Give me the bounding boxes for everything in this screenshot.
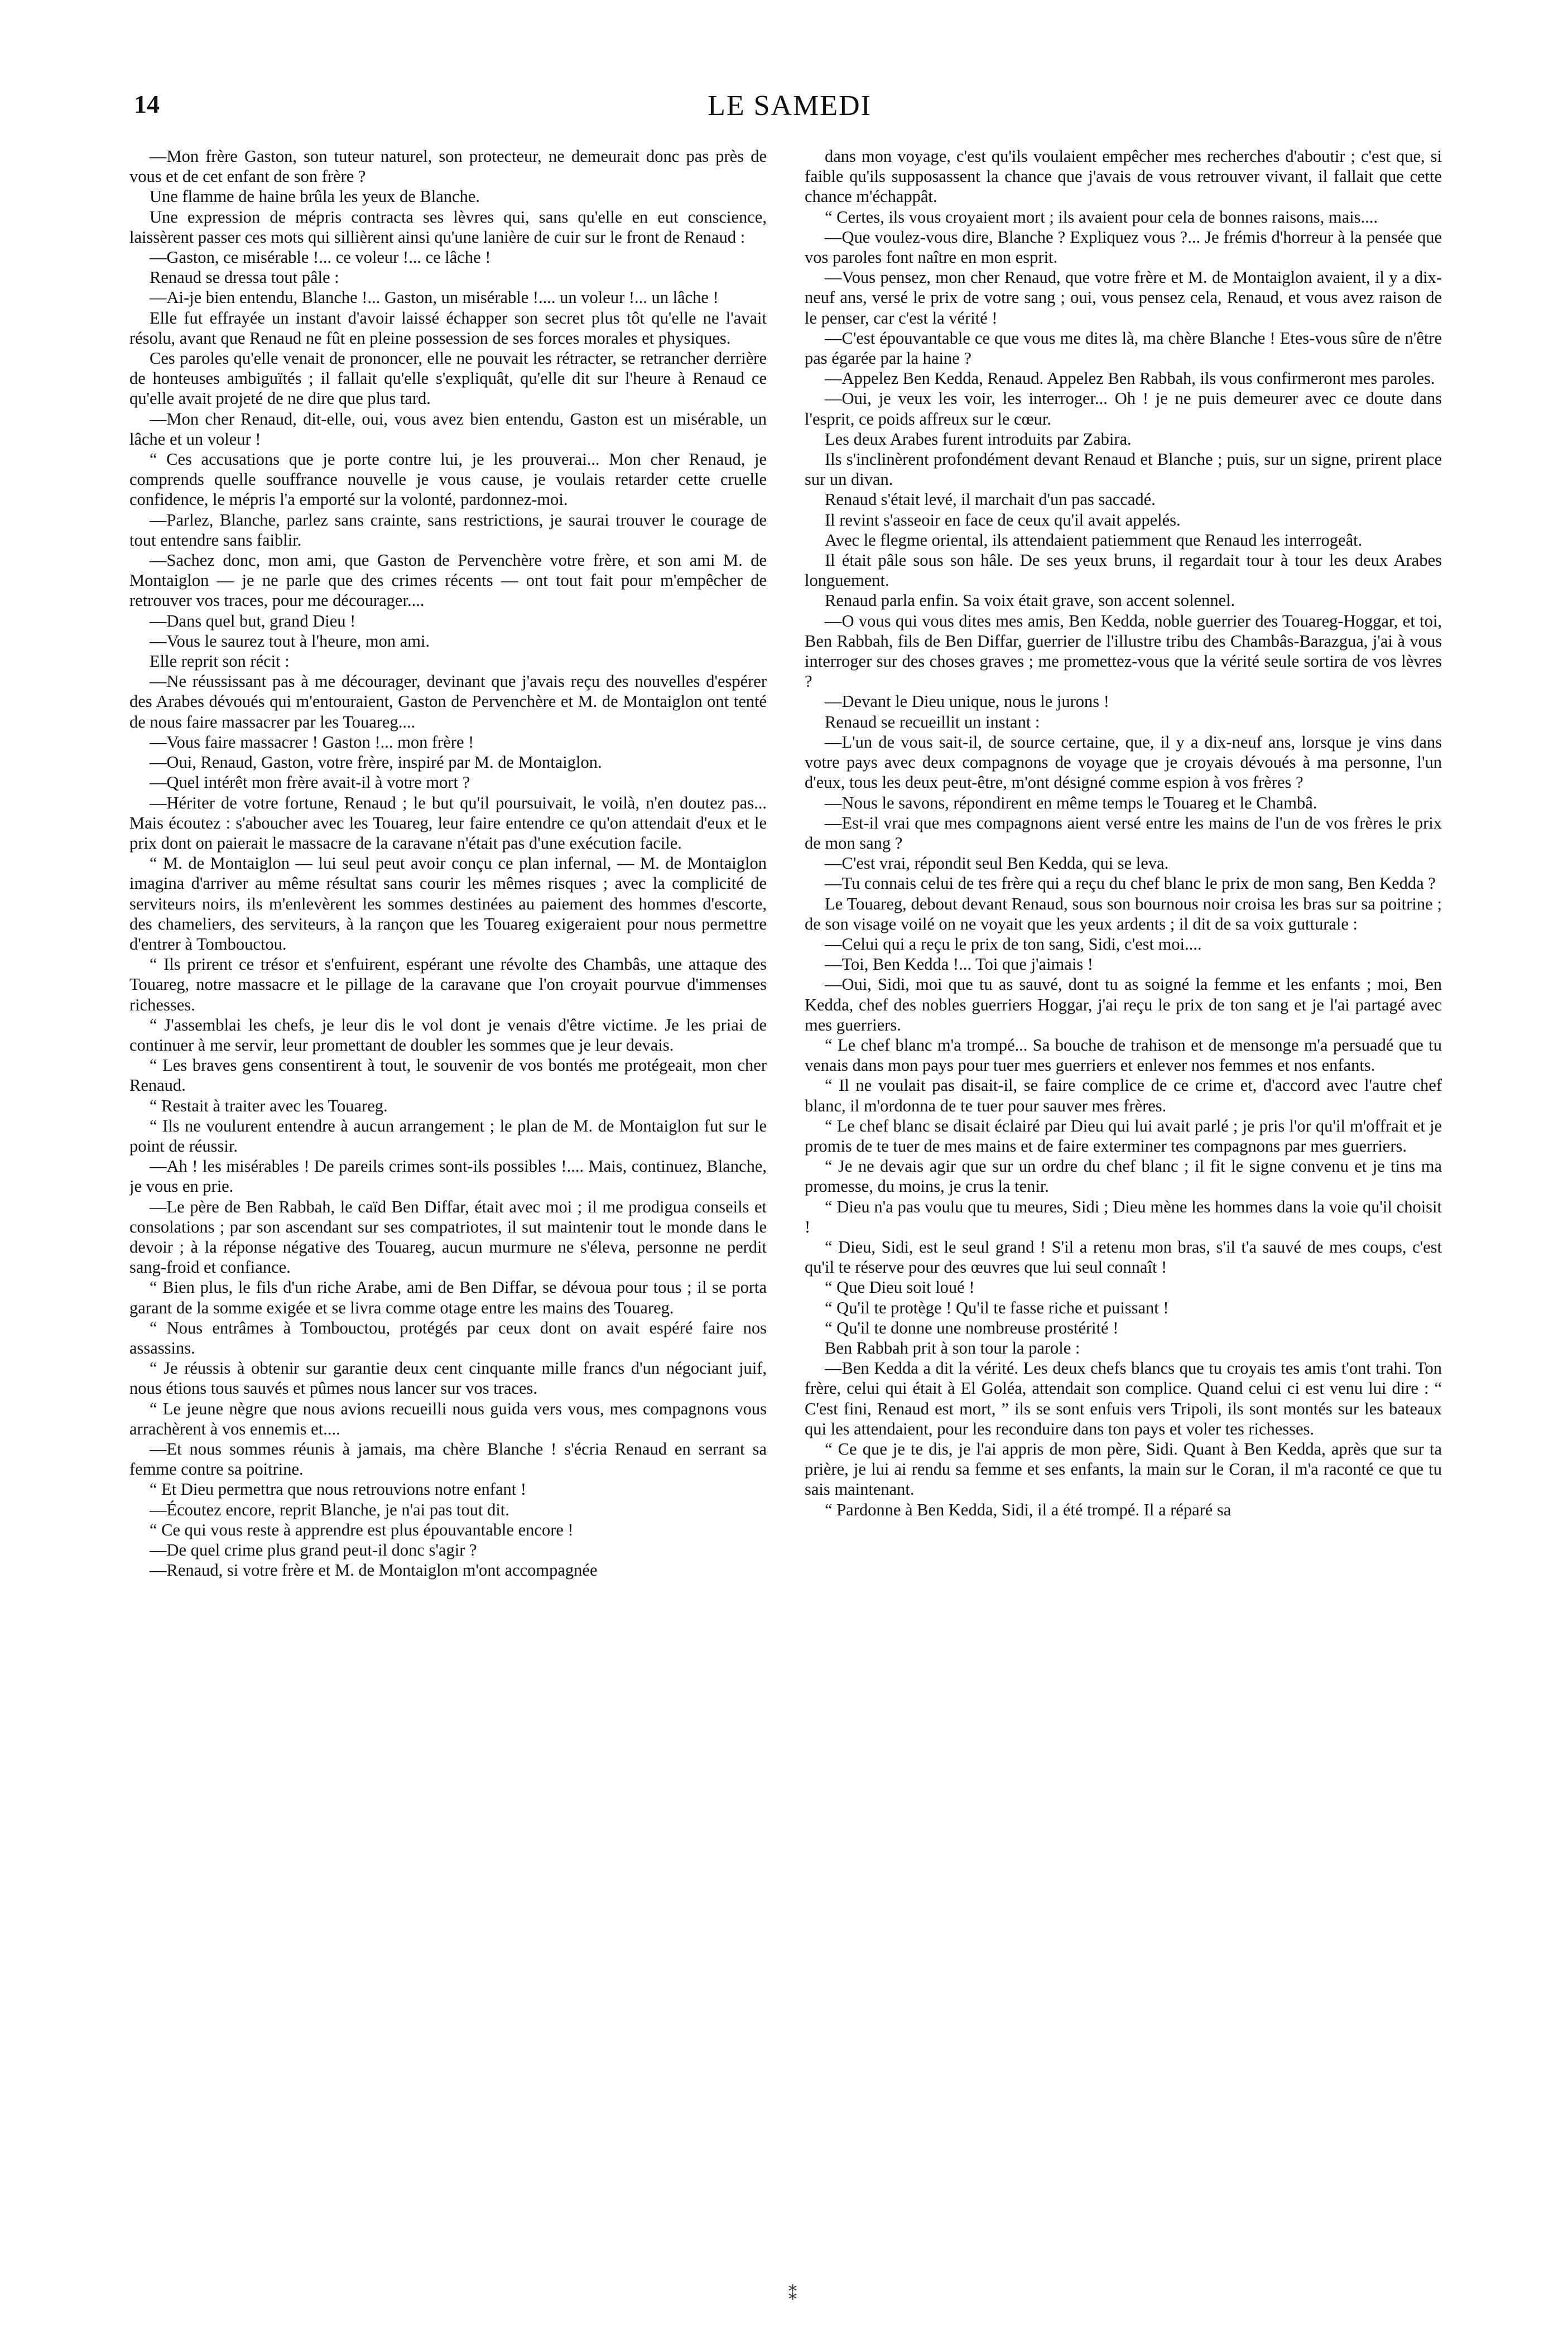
paragraph: —Le père de Ben Rabbah, le caïd Ben Diffar, était avec moi ; il me prodigua conseils et consolations ; par son ascendant sur ses compatriotes, il sut maintenir tout le monde dans le devoir ; à la réponse négative des Touareg, aucun murmure ne s'éleva, personne ne perdit sang-froid et confiance. <box>129 1197 767 1277</box>
paragraph: —C'est épouvantable ce que vous me dites là, ma chère Blanche ! Etes-vous sûre de n'être pas égarée par la haine ? <box>805 328 1442 368</box>
paragraph: —Tu connais celui de tes frère qui a reçu du chef blanc le prix de mon sang, Ben Kedda ? <box>825 874 1436 893</box>
paragraph: —Écoutez encore, reprit Blanche, je n'ai pas tout dit. <box>150 1500 509 1519</box>
paragraph: “ Les braves gens consentirent à tout, le souvenir de vos bontés me protégeait, mon cher Renaud. <box>129 1056 767 1095</box>
paragraph: —Et nous sommes réunis à jamais, ma chère Blanche ! s'écria Renaud en serrant sa femme contre sa poitrine. <box>129 1440 767 1479</box>
paragraph: “ Qu'il te protège ! Qu'il te fasse riche et puissant ! <box>825 1298 1169 1317</box>
running-title: LE SAMEDI <box>708 90 872 122</box>
paragraph: dans mon voyage, c'est qu'ils voulaient empêcher mes recherches d'aboutir ; c'est que, si faible qu'ils supposassent la chance que j'avais de vous retrouver vivant, il fallait que cette chance m'échappât. <box>805 147 1442 206</box>
paragraph: “ M. de Montaiglon — lui seul peut avoir conçu ce plan infernal, — M. de Montaiglon imagina d'arriver au même résultat sans courir les mêmes risques ; avec la complicité de serviteurs noirs, ils m'enlevèrent les sommes destinées au paiement des hommes d'escorte, des chameliers, des serviteurs, à la rançon que les Touareg exigeraient pour nous permettre d'entrer à Tombouctou. <box>129 854 767 954</box>
paragraph: “ J'assemblai les chefs, je leur dis le vol dont je venais d'être victime. Je les priai de continuer à me servir, leur promettant de doubler les sommes que je leur devais. <box>129 1015 767 1055</box>
paragraph: “ Le jeune nègre que nous avions recueilli nous guida vers vous, mes compagnons vous arrachèrent à vos ennemis et.... <box>129 1399 767 1438</box>
paragraph: —Ne réussissant pas à me décourager, devinant que j'avais reçu des nouvelles d'espérer des Arabes dévoués qui m'entouraient, Gaston de Pervenchère et M. de Montaiglon ont tenté de nous faire massacrer par les Touareg.... <box>129 672 767 731</box>
paragraph: Ben Rabbah prit à son tour la parole : <box>825 1338 1080 1357</box>
paragraph: —Est-il vrai que mes compagnons aient versé entre les mains de l'un de vos frères le prix de mon sang ? <box>805 813 1442 853</box>
paragraph: —Devant le Dieu unique, nous le jurons ! <box>825 692 1109 711</box>
paragraph: Il était pâle sous son hâle. De ses yeux bruns, il regardait tour à tour les deux Arabes longuement. <box>805 551 1442 590</box>
paragraph: “ Qu'il te donne une nombreuse prostérité ! <box>825 1318 1119 1337</box>
paragraph: —Vous pensez, mon cher Renaud, que votre frère et M. de Montaiglon avaient, il y a dix-neuf ans, versé le prix de votre sang ; oui, vous pensez cela, Renaud, et vous avez raison de le penser, car c'est la vérité ! <box>805 268 1442 328</box>
paragraph: Ces paroles qu'elle venait de prononcer, elle ne pouvait les rétracter, se retrancher derrière de honteuses ambiguïtés ; il fallait qu'elle s'expliquât, qu'elle dit sur l'heure à Renaud ce qu'elle avait projeté de ne dire que plus tard. <box>129 349 767 408</box>
paragraph: Avec le flegme oriental, ils attendaient patiemment que Renaud les interrogeât. <box>825 530 1363 550</box>
paragraph: —L'un de vous sait-il, de source certaine, que, il y a dix-neuf ans, lorsque je vins dans votre pays avec deux compagnons de voyage que je croyais dévoués à ma personne, l'un d'eux, tous les deux peut-être, m'ont désigné comme espion à vos frères ? <box>805 732 1442 792</box>
paragraph: “ Bien plus, le fils d'un riche Arabe, ami de Ben Diffar, se dévoua pour tous ; il se porta garant de la somme exigée et se livra comme otage entre les mains des Touareg. <box>129 1278 767 1317</box>
paragraph: “ Que Dieu soit loué ! <box>825 1278 975 1297</box>
paragraph: “ Je réussis à obtenir sur garantie deux cent cinquante mille francs d'un négociant juif, nous étions tous sauvés et pûmes nous lancer sur vos traces. <box>129 1359 767 1398</box>
paragraph: —Renaud, si votre frère et M. de Montaiglon m'ont accompagnée <box>150 1561 598 1580</box>
page-header <box>134 89 1445 134</box>
paragraph: —Celui qui a reçu le prix de ton sang, Sidi, c'est moi.... <box>825 934 1202 954</box>
paragraph: —Ah ! les misérables ! De pareils crimes sont-ils possibles !.... Mais, continuez, Blanche, je vous en prie. <box>129 1157 767 1196</box>
paragraph: Le Touareg, debout devant Renaud, sous son bournous noir croisa les bras sur sa poitrine ; de son visage voilé on ne voyait que les yeux ardents ; il dit de sa voix gutturale : <box>805 894 1442 933</box>
paragraph: —Sachez donc, mon ami, que Gaston de Pervenchère votre frère, et son ami M. de Montaiglon — je ne parle que des crimes récents — ont tout fait pour m'empêcher de retrouver vos traces, pour me décourager.... <box>129 551 767 610</box>
paragraph: —O vous qui vous dites mes amis, Ben Kedda, noble guerrier des Touareg-Hoggar, et toi, Ben Rabbah, fils de Ben Diffar, guerrier de l'illustre tribu des Chambâs-Barazgua, j'ai à vous interroger sur des choses graves ; me promettez-vous que la vérité seule sortira de vos lèvres ? <box>805 611 1442 691</box>
paragraph: “ Ce qui vous reste à apprendre est plus épouvantable encore ! <box>150 1520 574 1539</box>
paragraph: —De quel crime plus grand peut-il donc s'agir ? <box>150 1541 477 1560</box>
paragraph: Elle reprit son récit : <box>150 652 290 671</box>
paragraph: —Mon cher Renaud, dit-elle, oui, vous avez bien entendu, Gaston est un misérable, un lâche et un voleur ! <box>129 409 767 449</box>
paragraph: Une expression de mépris contracta ses lèvres qui, sans qu'elle en eut conscience, laissèrent passer ces mots qui sillièrent ainsi qu'une lanière de cuir sur le front de Renaud : <box>129 207 767 247</box>
paragraph: —Mon frère Gaston, son tuteur naturel, son protecteur, ne demeurait donc pas près de vous et de cet enfant de son frère ? <box>129 147 767 186</box>
paragraph: “ Restait à traiter avec les Touareg. <box>150 1096 388 1115</box>
paragraph: Renaud parla enfin. Sa voix était grave, son accent solennel. <box>825 591 1235 610</box>
paragraph: —Dans quel but, grand Dieu ! <box>150 611 356 630</box>
paragraph: “ Pardonne à Ben Kedda, Sidi, il a été trompé. Il a réparé sa <box>825 1500 1232 1519</box>
paragraph: “ Ce que je te dis, je l'ai appris de mon père, Sidi. Quant à Ben Kedda, après que sur ta prière, je lui ai rendu sa femme et ses enfants, la main sur le Coran, il m'a raconté ce que tu sais maintenant. <box>805 1440 1442 1499</box>
paragraph: “ Je ne devais agir que sur un ordre du chef blanc ; il fit le signe convenu et je tins ma promesse, du moins, je crus la tenir. <box>805 1157 1442 1196</box>
paragraph: “ Le chef blanc se disait éclairé par Dieu qui lui avait parlé ; je pris l'or qu'il m'offrait et je promis de te tuer de mes mains et de faire exterminer tes compagnons par mes guerriers. <box>805 1116 1442 1156</box>
paragraph: “ Dieu n'a pas voulu que tu meures, Sidi ; Dieu mène les hommes dans la voie qu'il choisit ! <box>805 1197 1442 1236</box>
paragraph: “ Et Dieu permettra que nous retrouvions notre enfant ! <box>150 1480 527 1499</box>
text-column-right <box>805 146 1442 2311</box>
paragraph: Ils s'inclinèrent profondément devant Renaud et Blanche ; puis, sur un signe, prirent place sur un divan. <box>805 450 1442 489</box>
paragraph: “ Dieu, Sidi, est le seul grand ! S'il a retenu mon bras, s'il t'a sauvé de mes coups, c'est qu'il te réserve pour des œuvres que lui seul connaît ! <box>805 1237 1442 1277</box>
paragraph: —Gaston, ce misérable !... ce voleur !... ce lâche ! <box>150 248 491 267</box>
paragraph: Renaud s'était levé, il marchait d'un pas saccadé. <box>825 490 1156 509</box>
paragraph: “ Il ne voulait pas disait-il, se faire complice de ce crime et, d'accord avec l'autre chef blanc, il m'ordonna de te tuer pour sauver mes frères. <box>805 1076 1442 1115</box>
paragraph: “ Ils prirent ce trésor et s'enfuirent, espérant une révolte des Chambâs, une attaque des Touareg, notre massacre et le pillage de la caravane que l'on croyait pourvue d'immenses richesses. <box>129 955 767 1014</box>
paragraph: —Quel intérêt mon frère avait-il à votre mort ? <box>150 773 470 792</box>
paragraph: Renaud se dressa tout pâle : <box>150 268 339 287</box>
paragraph: Les deux Arabes furent introduits par Zabira. <box>825 429 1132 449</box>
paragraph: —Appelez Ben Kedda, Renaud. Appelez Ben Rabbah, ils vous confirmeront mes paroles. <box>825 369 1435 388</box>
paragraph: Elle fut effrayée un instant d'avoir laissé échapper son secret plus tôt qu'elle ne l'avait résolu, avant que Renaud ne fût en pleine possession de ses forces morales et physiques. <box>129 308 767 348</box>
paragraph: “ Certes, ils vous croyaient mort ; ils avaient pour cela de bonnes raisons, mais.... <box>825 207 1378 227</box>
paragraph: “ Nous entrâmes à Tombouctou, protégés par ceux dont on avait espéré faire nos assassins. <box>129 1318 767 1357</box>
paragraph: “ Ces accusations que je porte contre lui, je les prouverai... Mon cher Renaud, je comprends quelle souffrance nouvelle je vous cause, je voulais retarder cette cruelle confidence, le mépris l'a emporté sur la volonté, pardonnez-moi. <box>129 450 767 509</box>
paragraph: —Oui, Renaud, Gaston, votre frère, inspiré par M. de Montaiglon. <box>150 753 602 772</box>
paragraph: Il revint s'asseoir en face de ceux qu'il avait appelés. <box>825 510 1181 529</box>
paragraph: —Ben Kedda a dit la vérité. Les deux chefs blancs que tu croyais tes amis t'ont trahi. Ton frère, celui qui était à El Goléa, attendait son complice. Quand celui ci est venu lui dire : “ C'est fini, Renaud est mort, ” ils se sont enfuis vers Tripoli, ils sont montés sur les bateaux qui les attendaient, pour les reconduire dans ton pays et voler tes richesses. <box>805 1359 1442 1438</box>
paragraph: —Ai-je bien entendu, Blanche !... Gaston, un misérable !.... un voleur !... un lâche ! <box>150 288 719 307</box>
paragraph: —Vous le saurez tout à l'heure, mon ami. <box>150 631 430 651</box>
paragraph: —Vous faire massacrer ! Gaston !... mon frère ! <box>150 732 474 752</box>
paragraph: —Nous le savons, répondirent en même temps le Touareg et le Chambâ. <box>825 793 1317 812</box>
paragraph: —Que voulez-vous dire, Blanche ? Expliquez vous ?... Je frémis d'horreur à la pensée que vos paroles font naître en mon esprit. <box>805 227 1442 267</box>
paragraph: —Oui, je veux les voir, les interroger... Oh ! je ne puis demeurer avec ce doute dans l'esprit, ce poids affreux sur le cœur. <box>805 389 1442 429</box>
text-column-left <box>129 146 767 2311</box>
paragraph: —Hériter de votre fortune, Renaud ; le but qu'il poursuivait, le voilà, n'en doutez pas... Mais écoutez : s'aboucher avec les Touareg, leur faire entendre ce qu'on attendait d'eux et le prix dont on paierait le massacre de la caravane n'était pas d'une exécution facile. <box>129 793 767 853</box>
paragraph: —Toi, Ben Kedda !... Toi que j'aimais ! <box>825 955 1093 974</box>
paragraph: —Oui, Sidi, moi que tu as sauvé, dont tu as soigné la femme et les enfants ; moi, Ben Kedda, chef des nobles guerriers Hoggar, j'ai reçu le prix de ton sang et je l'ai partagé avec mes guerriers. <box>805 975 1442 1034</box>
page-number: 14 <box>134 90 160 118</box>
paragraph: “ Ils ne voulurent entendre à aucun arrangement ; le plan de M. de Montaiglon fut sur le point de réussir. <box>129 1116 767 1156</box>
gutter-ornament: ⁑ <box>788 2285 797 2304</box>
paragraph: —C'est vrai, répondit seul Ben Kedda, qui se leva. <box>825 854 1169 873</box>
paragraph: Renaud se recueillit un instant : <box>825 712 1040 731</box>
paragraph: “ Le chef blanc m'a trompé... Sa bouche de trahison et de mensonge m'a persuadé que tu venais dans mon pays pour tuer mes guerriers et enlever nos femmes et nos enfants. <box>805 1035 1442 1075</box>
paragraph: Une flamme de haine brûla les yeux de Blanche. <box>150 187 480 206</box>
paragraph: —Parlez, Blanche, parlez sans crainte, sans restrictions, je saurai trouver le courage de tout entendre sans faiblir. <box>129 510 767 550</box>
